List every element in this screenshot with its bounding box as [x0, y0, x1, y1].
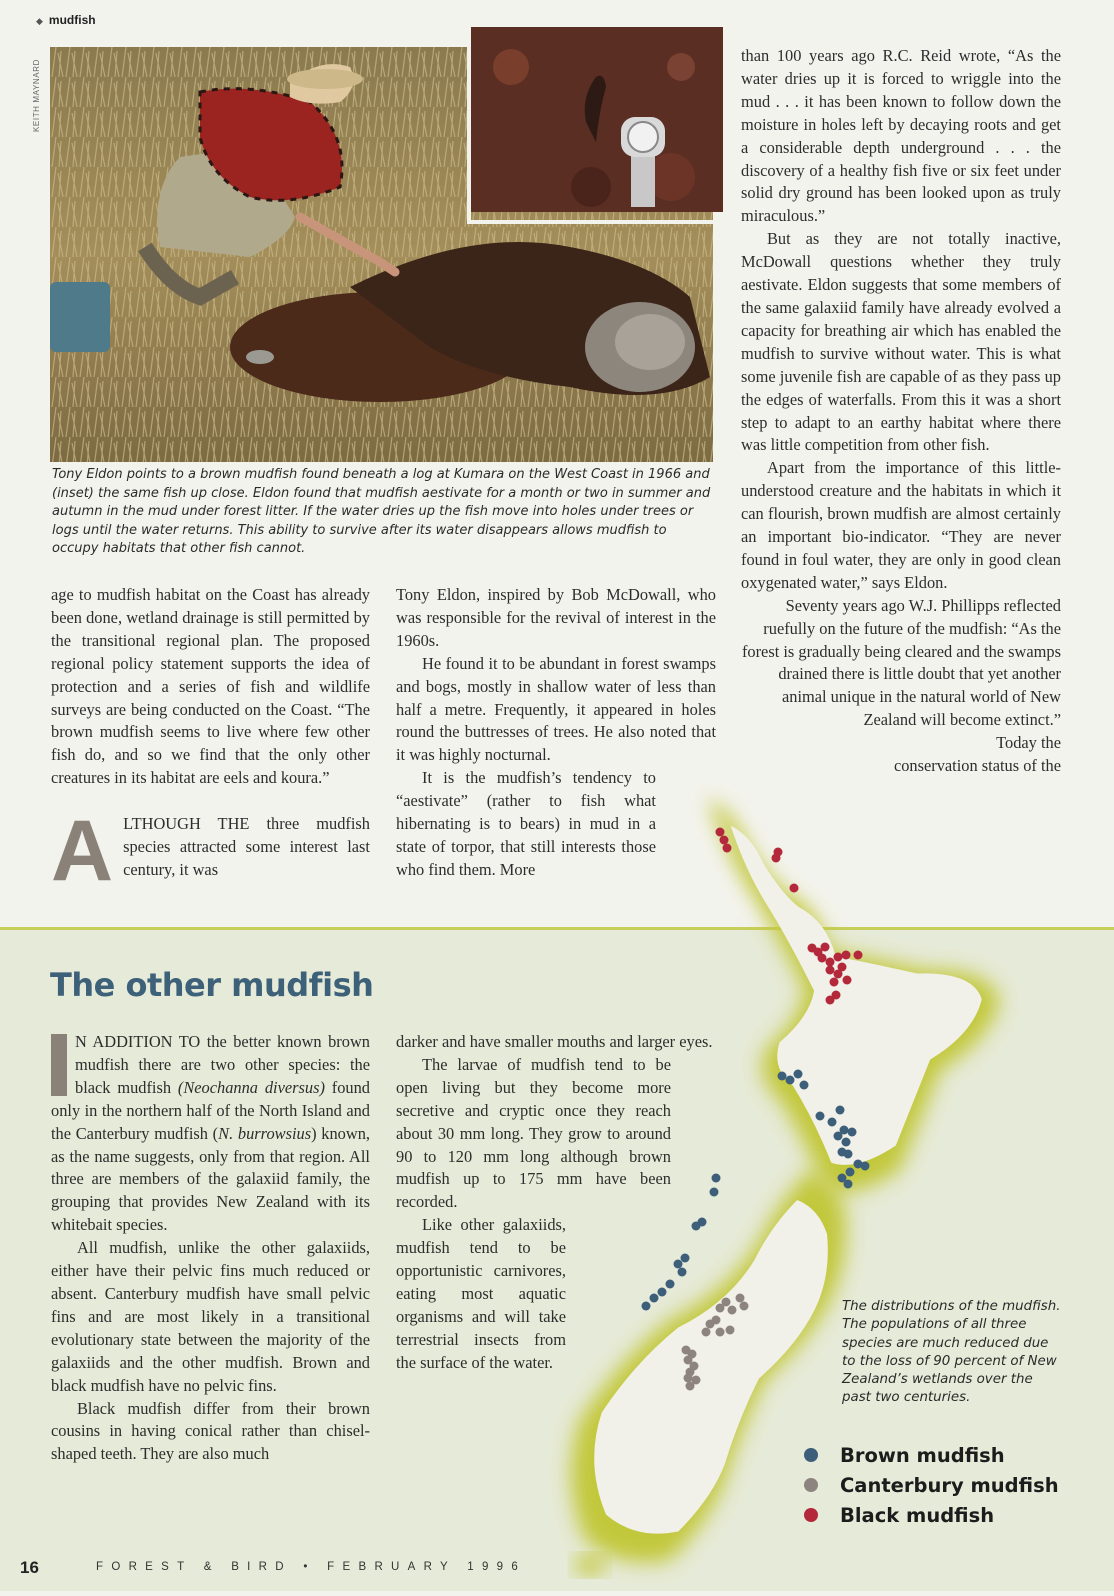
distribution-point [684, 1374, 693, 1383]
distribution-point [821, 943, 830, 952]
legend-label: Brown mudfish [840, 1443, 1005, 1467]
distribution-point [836, 1106, 845, 1115]
distribution-point [826, 996, 835, 1005]
paragraph [51, 1031, 370, 1237]
paragraph-text: found only in the northern half of the North Island and the Canterbury mudfish ( [51, 1077, 370, 1143]
paragraph-text: ) known, as the name suggests, only from that region. All three are members of the galaxiid family, the grouping that provides New Zealand with its whitebait species. [51, 1123, 370, 1235]
species-name: (Neochanna diversus) [177, 1077, 325, 1097]
sidebar-column-1 [51, 1031, 370, 1466]
section-label: mudfish [48, 13, 96, 27]
photo-caption: Tony Eldon points to a brown mudfish found beneath a log at Kumara on the West Coast in 1966 and (inset) the same fish up close. Eldon found that mudfish aestivate for a month or two in summer and autumn in the mud under forest litter. If the water dries up the fish move into holes under trees or logs until the water returns. This ability to survive after its water disappears allows mudfish to occupy habitats that other fish cannot. [52, 467, 711, 556]
map-legend [804, 1440, 1059, 1530]
paragraph-text: N ADDITION TO the better known brown mudfish there are two other species: the black mudfish [75, 1032, 370, 1097]
paragraph: Seventy years ago W.J. Phillipps reflected ruefully on the future of the mudfish: “As the forest is gradually being cleared and the swamps drained there is little doubt that yet another animal unique in the natural world of New Zealand will become extinct.” [741, 595, 1061, 730]
distribution-point [834, 1132, 843, 1141]
page-number: 16 [20, 1558, 39, 1577]
sidebar-column-2 [396, 1031, 716, 1375]
legend-item-black [804, 1500, 1059, 1530]
diamond-icon: ◆ [36, 16, 43, 26]
paragraph: Black mudfish differ from their brown cousins in having conical rather than chisel-shaped teeth. They are also much [51, 1398, 370, 1464]
distribution-point [826, 966, 835, 975]
map-caption: The distributions of the mudfish. The populations of all three species are much reduced due to the loss of 90 percent of New Zealand’s wetlands over the past two centuries. [842, 1299, 1061, 1406]
distribution-point [778, 1072, 787, 1081]
paragraph: Tony Eldon, inspired by Bob McDowall, who was responsible for the revival of interest in the 1960s. [396, 585, 716, 650]
distribution-point [736, 1294, 745, 1303]
legend-swatch [804, 1508, 818, 1522]
distribution-point [842, 1138, 851, 1147]
magazine-footer: FOREST & BIRD • FEBRUARY 1996 [96, 1561, 527, 1573]
distribution-point [772, 854, 781, 863]
article-column-1 [51, 584, 370, 900]
distribution-point [686, 1382, 695, 1391]
distribution-point [848, 1128, 857, 1137]
distribution-point [842, 951, 851, 960]
distribution-point [786, 1076, 795, 1085]
distribution-point [720, 836, 729, 845]
distribution-point [726, 1326, 735, 1335]
paragraph: Like other galaxiids, mudfish tend to be opportunistic carnivores, eating most aquatic organisms and will take terrestrial insects from the surface of the water. [396, 1215, 566, 1372]
distribution-point [861, 1162, 870, 1171]
distribution-point [846, 1168, 855, 1177]
article-column-3 [741, 45, 1061, 778]
distribution-point [818, 954, 827, 963]
distribution-point [716, 1328, 725, 1337]
paragraph: than 100 years ago R.C. Reid wrote, “As the water dries up it is forced to wriggle into the mud . . . it has been known to follow down the moisture in holes left by decaying roots and get a considerable depth underground . . . the discovery of a healthy fish five or six feet under solid dry ground has been looked upon as truly miraculous.” [741, 46, 1061, 226]
legend-label: Black mudfish [840, 1503, 995, 1527]
distribution-point [716, 1304, 725, 1313]
distribution-point [740, 1302, 749, 1311]
inset-photo [467, 23, 735, 224]
distribution-point [826, 958, 835, 967]
paragraph [51, 803, 370, 900]
distribution-point [843, 976, 852, 985]
distribution-point [728, 1306, 737, 1315]
paragraph-text: LTHOUGH THE three mudfish species attracted some interest last century, it was [123, 814, 370, 879]
paragraph: He found it to be abundant in forest swamps and bogs, mostly in shallow water of less than half a metre. Frequently, it appeared in holes round the buttresses of trees. He also noted that it was highly nocturnal. [396, 653, 716, 765]
distribution-point [844, 1180, 853, 1189]
distribution-point [800, 1081, 809, 1090]
drop-cap [51, 1034, 67, 1096]
distribution-point [844, 1150, 853, 1159]
distribution-point [830, 978, 839, 987]
distribution-point [716, 828, 725, 837]
section-kicker [36, 13, 96, 27]
drop-cap: A [51, 803, 114, 900]
paragraph: Apart from the importance of this little-understood creature and the habitats in which it can flourish, brown mudfish are almost certainly an important bio-indicator. “They are never found in foul water, they are only in good clean oxygenated water,” says Eldon. [741, 458, 1061, 592]
distribution-point [723, 844, 732, 853]
distribution-point [838, 963, 847, 972]
distribution-point [794, 1070, 803, 1079]
distribution-point [834, 953, 843, 962]
legend-swatch [804, 1478, 818, 1492]
paragraph: age to mudfish habitat on the Coast has already been done, wetland drainage is still permitted by the transitional regional plan. The proposed regional policy statement supports the idea of protection and a series of fish and wildlife surveys are being conducted on the Coast. “The brown mudfish seems to live where few other fish do, and so we find that the only other creatures in its habitat are eels and koura.” [51, 585, 370, 788]
sidebar-title: The other mudfish [50, 966, 374, 1004]
paragraph: The larvae of mudfish tend to be open living but they become more secretive and cryptic once they reach about 30 mm long. They grow to around 90 to 120 mm long although brown mudfish up to 175 mm have been recorded. [396, 1054, 671, 1212]
paragraph: But as they are not totally inactive, McDowall questions whether they truly aestivate. Eldon suggests that some members of the same galaxiid family have already evolved a capacity for breathing air which has enabled the mudfish to survive without water. This is what some juvenile fish are capable of as they pass up the edges of waterfalls. From this it was a short step to adapt to an earthy habitat where there was little competition from other fish. [741, 229, 1061, 455]
paragraph: Today the conservation status of the [893, 733, 1061, 776]
distribution-point [854, 951, 863, 960]
distribution-point [828, 1118, 837, 1127]
distribution-point [790, 884, 799, 893]
photo-credit: KEITH MAYNARD [32, 59, 41, 132]
species-name: N. burrowsius [218, 1123, 312, 1143]
legend-item-brown [804, 1440, 1059, 1470]
legend-label: Canterbury mudfish [840, 1473, 1059, 1497]
legend-swatch [804, 1448, 818, 1462]
paragraph: darker and have smaller mouths and larger eyes. [396, 1032, 713, 1051]
legend-item-canterbury [804, 1470, 1059, 1500]
paragraph: It is the mudfish’s tendency to “aestivate” (rather to fish what hibernating is to bears) in mud in a state of torpor, that still interests those who find them. More [396, 768, 656, 879]
paragraph: All mudfish, unlike the other galaxiids, either have their pelvic fins much reduced or absent. Canterbury mudfish have small pelvic fins and are most likely in a transitional evolutionary state between the majority of the galaxiids and the other mudfish. Brown and black mudfish have no pelvic fins. [51, 1238, 370, 1395]
distribution-point [816, 1112, 825, 1121]
